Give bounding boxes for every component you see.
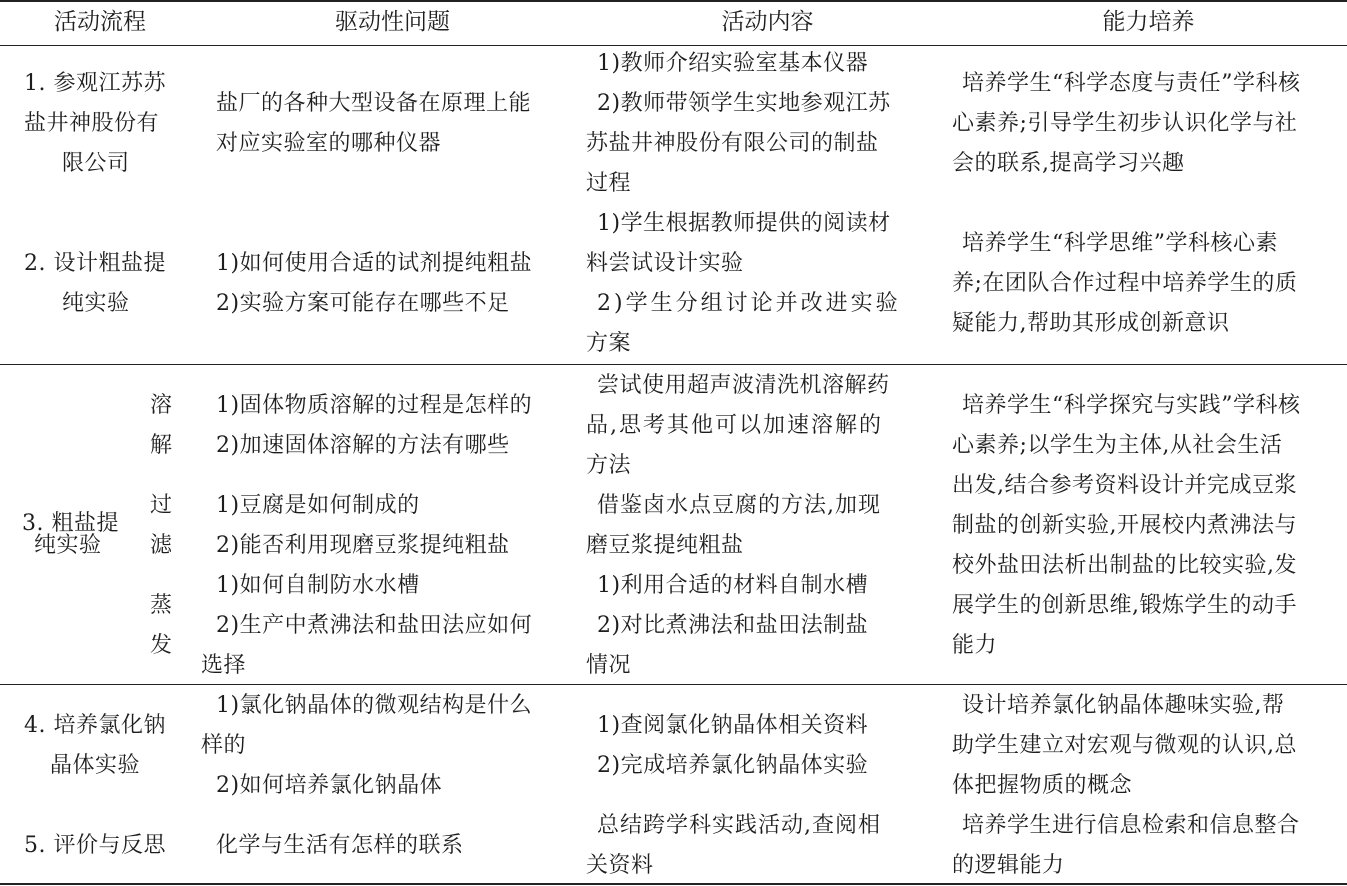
row4-ability-line: 助学生建立对宏观与微观的认识,总 (952, 733, 1297, 758)
row4-ability-line: 体把握物质的概念 (952, 773, 1133, 798)
row1-ability-line: 会的联系,提高学习兴趣 (952, 151, 1185, 176)
row3-filter-question-line: 2)能否利用现磨豆浆提纯粗盐 (216, 533, 510, 558)
row4-flow-line: 4. 培养氯化钠 (24, 713, 166, 738)
row3-filter-content-line: 磨豆浆提纯粗盐 (586, 533, 744, 558)
row1-content-line: 2)教师带领学生实地参观江苏 (597, 91, 891, 116)
row3-flow-line: 纯实验 (34, 533, 102, 558)
row3-dissolve-content-line: 品,思考其他可以加速溶解的 (586, 413, 883, 438)
row1-ability-line: 培养学生“科学态度与责任”学科核 (962, 71, 1301, 96)
step-filter-char: 过 (150, 493, 173, 518)
step-evaporate-char: 蒸 (150, 593, 173, 618)
row2-content-line: 方案 (586, 331, 632, 356)
row3-ability-line: 培养学生“科学探究与实践”学科核 (962, 393, 1301, 418)
row2-ability-line: 疑能力,帮助其形成创新意识 (952, 311, 1230, 336)
row3-filter-content-line: 借鉴卤水点豆腐的方法,加现 (597, 493, 881, 518)
row3-evaporate-question-line: 2)生产中煮沸法和盐田法应如何 (216, 613, 533, 638)
row3-dissolve-content-line: 方法 (586, 453, 632, 478)
step-dissolve-char: 解 (150, 433, 173, 458)
row3-ability-line: 能力 (952, 633, 998, 658)
row3-filter-question-line: 1)豆腐是如何制成的 (216, 493, 420, 518)
row2-rule (0, 364, 1347, 365)
row3-dissolve-content-line: 尝试使用超声波清洗机溶解药 (597, 373, 890, 398)
row3-evaporate-content-line: 2)对比煮沸法和盐田法制盐 (597, 613, 869, 638)
row2-ability-line: 养;在团队合作过程中培养学生的质 (952, 271, 1298, 296)
row3-flow-line: 3. 粗盐提 (22, 511, 119, 536)
row1-ability-line: 心素养;引导学生初步认识化学与社 (952, 111, 1298, 136)
row4-content-line: 2)完成培养氯化钠晶体实验 (597, 753, 869, 778)
row2-question-line: 2)实验方案可能存在哪些不足 (216, 291, 510, 316)
row4-content-line: 1)查阅氯化钠晶体相关资料 (597, 713, 869, 738)
row3-evaporate-question-line: 1)如何自制防水水槽 (216, 573, 420, 598)
row2-flow-line: 纯实验 (62, 291, 130, 316)
row1-question-line: 对应实验室的哪种仪器 (216, 131, 442, 156)
row2-content-line: 2)学生分组讨论并改进实验 (597, 291, 901, 316)
row1-content-line: 过程 (586, 171, 632, 196)
row5-flow-line: 5. 评价与反思 (24, 833, 166, 858)
row3-evaporate-question-line: 选择 (201, 653, 247, 678)
row4-question-line: 1)氯化钠晶体的微观结构是什么 (216, 693, 533, 718)
row5-content-line: 总结跨学科实践活动,查阅相 (597, 813, 881, 838)
row4-question-line: 2)如何培养氯化钠晶体 (216, 773, 443, 798)
row2-flow-line: 2. 设计粗盐提 (24, 251, 166, 276)
row3-ability-line: 制盐的创新实验,开展校内煮沸法与 (952, 513, 1297, 538)
row4-flow-line: 晶体实验 (50, 753, 141, 778)
row1-flow-line: 1. 参观江苏苏 (24, 71, 166, 96)
row5-question-line: 化学与生活有怎样的联系 (216, 833, 464, 858)
row3-dissolve-question-line: 1)固体物质溶解的过程是怎样的 (216, 393, 533, 418)
row2-ability-line: 培养学生“科学思维”学科核心素 (962, 231, 1278, 256)
row1-question-line: 盐厂的各种大型设备在原理上能 (216, 91, 532, 116)
step-evaporate-char: 发 (150, 633, 173, 658)
row2-question-line: 1)如何使用合适的试剂提纯粗盐 (216, 251, 533, 276)
row1-content-line: 1)教师介绍实验室基本仪器 (597, 51, 869, 76)
header-question: 驱动性问题 (335, 9, 450, 35)
header-content: 活动内容 (721, 9, 814, 35)
row1-flow-line: 盐井神股份有 (24, 111, 160, 136)
row5-ability-line: 的逻辑能力 (952, 853, 1065, 878)
row5-content-line: 关资料 (586, 853, 654, 878)
row5-ability-line: 培养学生进行信息检索和信息整合 (962, 813, 1300, 838)
row3-evaporate-content-line: 1)利用合适的材料自制水槽 (597, 573, 869, 598)
row3-evaporate-content-line: 情况 (586, 653, 632, 678)
row3-dissolve-question-line: 2)加速固体溶解的方法有哪些 (216, 433, 510, 458)
row2-content-line: 1)学生根据教师提供的阅读材 (597, 211, 891, 236)
row1-content-line: 苏盐井神股份有限公司的制盐 (586, 131, 879, 156)
row3-ability-line: 展学生的创新思维,锻炼学生的动手 (952, 593, 1297, 618)
header-flow: 活动流程 (54, 9, 146, 35)
row3-ability-line: 校外盐田法析出制盐的比较实验,发 (952, 553, 1297, 578)
step-dissolve-char: 溶 (150, 393, 173, 418)
step-filter-char: 滤 (150, 533, 173, 558)
row3-ability-line: 心素养;以学生为主体,从社会生活 (952, 433, 1283, 458)
row1-flow-line: 限公司 (62, 151, 130, 176)
header-ability: 能力培养 (1102, 9, 1195, 35)
row2-content-line: 料尝试设计实验 (586, 251, 744, 276)
row4-ability-line: 设计培养氯化钠晶体趣味实验,帮 (962, 693, 1285, 718)
row3-ability-line: 出发,结合参考资料设计并完成豆浆 (952, 473, 1297, 498)
row4-question-line: 样的 (201, 733, 247, 758)
